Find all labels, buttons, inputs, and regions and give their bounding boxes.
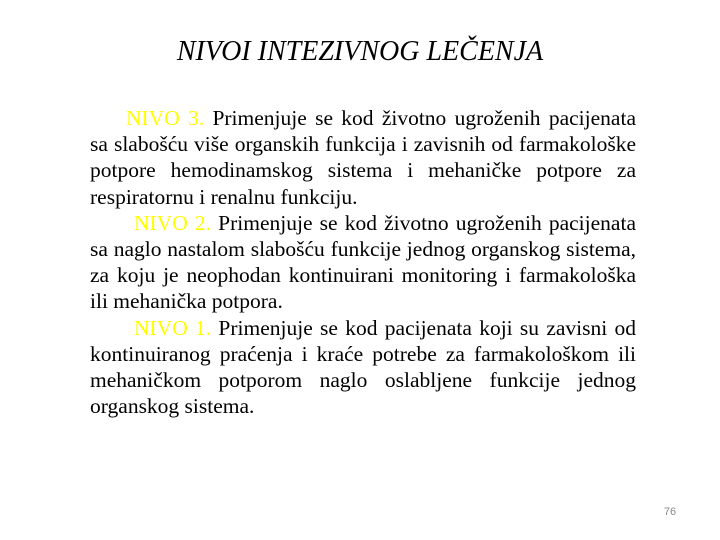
slide-body — [90, 105, 636, 419]
level-3-label: NIVO 3. — [126, 106, 205, 130]
slide-title: NIVOI INTEZIVNOG LEČENJA — [176, 36, 544, 67]
paragraph-level-1 — [90, 315, 636, 420]
page-number: 76 — [663, 506, 677, 518]
paragraph-level-3 — [90, 105, 636, 210]
level-3-text: Primenjuje se kod životno ugroženih pacijenata sa slabošću više organskih funkcija i zavisnih od farmakološke potpore hemodinamskog sistema i mehaničke potpore za respiratornu i renalnu funkciju. — [90, 106, 636, 209]
level-1-text: Primenjuje se kod pacijenata koji su zavisni od kontinuiranog praćenja i kraće potrebe za farmakološkom ili mehaničkom potporom naglo oslabljene funkcije jednog organskog sistema. — [90, 315, 636, 419]
level-2-text: Primenjuje se kod životno ugroženih pacijenata sa naglo nastalom slabošću funkcije jednog organskog sistema, za koju je neophodan kontinuirani monitoring i farmakološka ili mehanička potpora. — [90, 210, 636, 314]
level-1-label: NIVO 1. — [134, 315, 212, 340]
paragraph-level-2 — [90, 210, 636, 315]
level-2-label: NIVO 2. — [134, 210, 212, 235]
